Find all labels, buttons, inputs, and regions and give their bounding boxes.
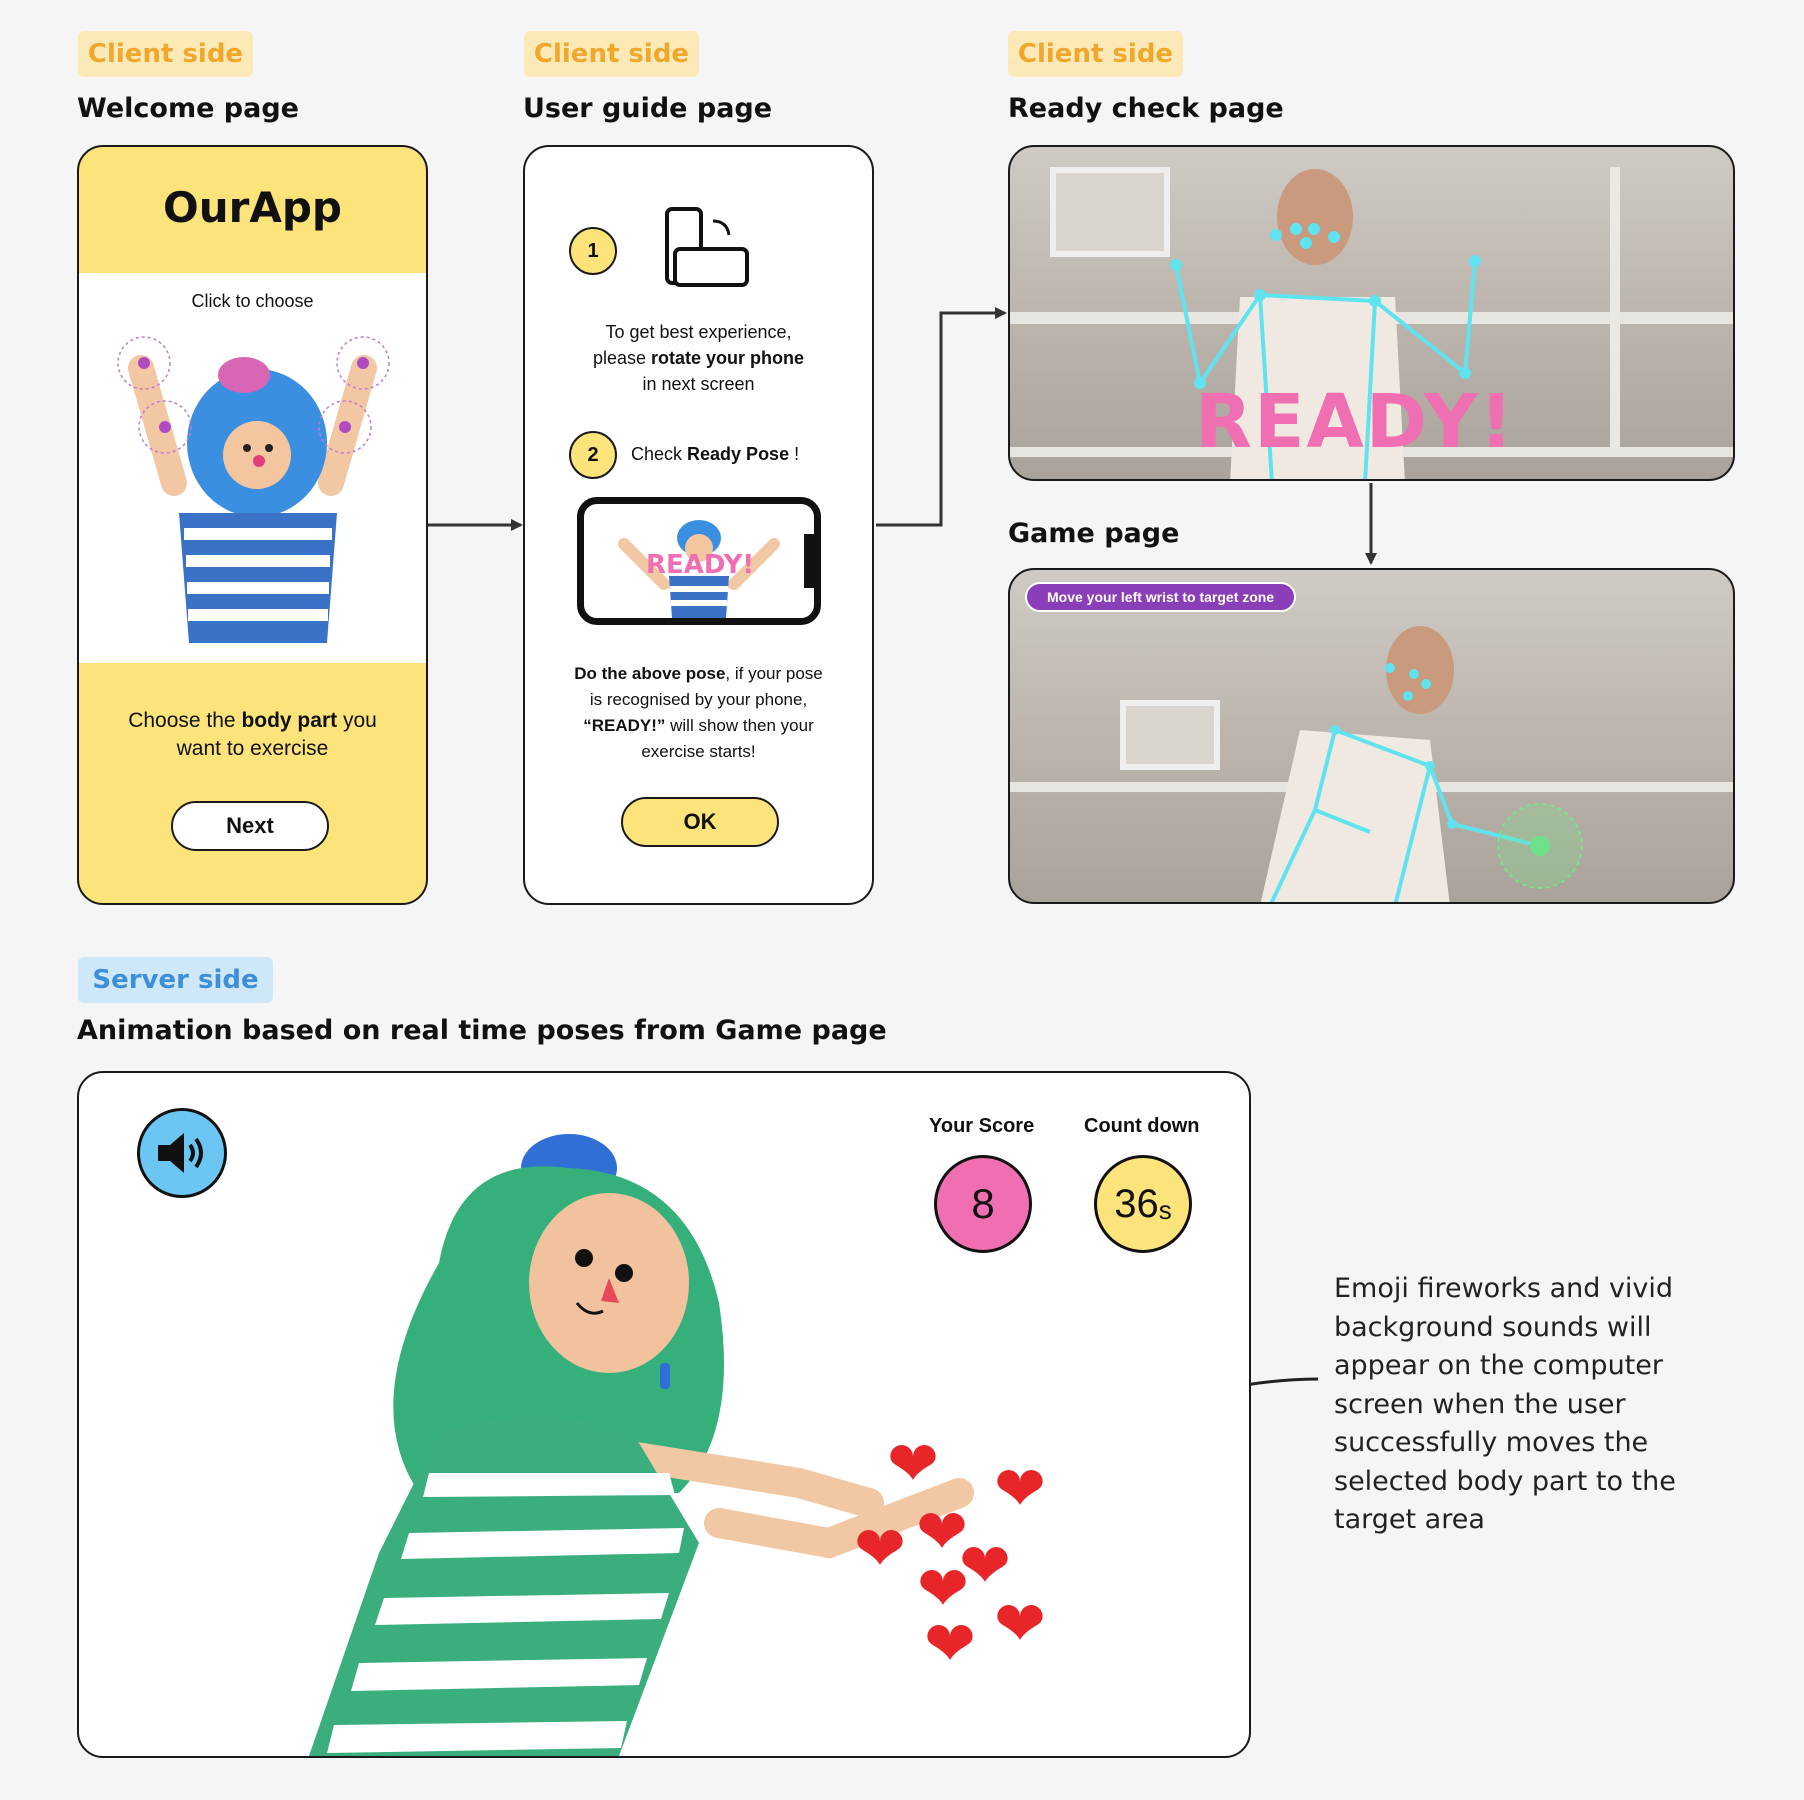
choose-text-bold: body part (241, 709, 338, 732)
game-instruction-pill: Move your left wrist to target zone (1025, 582, 1296, 612)
step-1-line3: in next screen (642, 374, 755, 394)
client-side-tag-2: Client side (524, 31, 699, 77)
desc-bold-2: “READY!” (583, 716, 666, 735)
phone-notch (804, 534, 814, 588)
user-guide-page-title: User guide page (523, 93, 773, 124)
character-illustration (79, 323, 426, 663)
ok-button[interactable]: OK (621, 797, 779, 847)
ready-pose-preview (577, 497, 821, 625)
ready-check-page-title: Ready check page (1008, 93, 1284, 124)
ready-check-card (1008, 145, 1735, 481)
click-to-choose-text: Click to choose (191, 291, 314, 311)
step-1-text (525, 319, 872, 397)
next-button[interactable]: Next (171, 801, 329, 851)
client-side-tag-1: Client side (78, 31, 253, 77)
desc-2: is recognised by your phone, (589, 690, 808, 709)
welcome-page-title: Welcome page (77, 93, 299, 124)
server-animation-card (77, 1071, 1251, 1758)
annotation-line-4: screen when the user (1334, 1388, 1626, 1420)
annotation-line-6: selected body part to the (1334, 1465, 1676, 1497)
step-2-bold: Ready Pose (687, 444, 790, 464)
choose-instruction (79, 707, 426, 763)
user-guide-card (523, 145, 874, 905)
preview-ready-text: READY! (646, 550, 755, 580)
game-page-card (1008, 568, 1735, 904)
step-1-line2-pre: please (592, 348, 652, 368)
heart-icon: ❤ (854, 1512, 906, 1585)
choose-text-line2: want to exercise (176, 737, 329, 760)
server-section-title: Animation based on real time poses from Game page (77, 1015, 887, 1046)
heart-icon: ❤ (924, 1607, 976, 1680)
step-1-line1: To get best experience, (605, 322, 792, 342)
pose-description (525, 661, 872, 765)
arrow-guide-to-ready (876, 313, 1005, 525)
desc-4: exercise starts! (641, 742, 756, 761)
annotation-line-3: appear on the computer (1334, 1350, 1663, 1381)
step-1-line2-bold: rotate your phone (651, 348, 805, 368)
annotation-line-2: background sounds will (1334, 1311, 1652, 1343)
heart-icon: ❤ (917, 1552, 969, 1625)
step-2-post: ! (789, 444, 800, 464)
ready-overlay-text: READY! (1195, 379, 1516, 465)
countdown-value: 36 (1114, 1181, 1159, 1226)
step-2-pre: Check (631, 444, 688, 464)
score-value: 8 (934, 1155, 1032, 1253)
heart-icon: ❤ (916, 1495, 968, 1568)
heart-icon: ❤ (994, 1587, 1046, 1660)
step-1-badge: 1 (569, 227, 617, 275)
game-page-title: Game page (1008, 518, 1180, 549)
annotation-line-1: Emoji fireworks and vivid (1334, 1273, 1674, 1304)
app-name: OurApp (163, 183, 342, 232)
animated-character (79, 1073, 1249, 1756)
client-side-tag-3: Client side (1008, 31, 1183, 77)
welcome-character-panel (79, 273, 426, 663)
countdown-unit: s (1158, 1194, 1172, 1225)
choose-text-pre: Choose the (128, 709, 242, 732)
heart-icon: ❤ (994, 1452, 1046, 1525)
desc-1: , if your pose (725, 664, 823, 683)
choose-text-post: you (337, 709, 377, 732)
heart-icon: ❤ (959, 1529, 1011, 1602)
game-pose-skeleton (1010, 570, 1735, 904)
score-label: Your Score (929, 1115, 1035, 1137)
heart-icon: ❤ (887, 1427, 939, 1500)
phone-rotate-icon (663, 207, 753, 289)
desc-3: will show then your (665, 716, 814, 735)
step-2-badge: 2 (569, 431, 617, 479)
countdown-label: Count down (1084, 1115, 1200, 1137)
annotation-line-5: successfully moves the (1334, 1427, 1649, 1458)
annotation-line-7: target area (1334, 1504, 1485, 1535)
server-side-tag: Server side (78, 957, 273, 1003)
desc-bold-1: Do the above pose (574, 664, 726, 683)
welcome-page-card (77, 145, 428, 905)
step-2-text (631, 444, 799, 465)
annotation-text (1334, 1270, 1676, 1540)
